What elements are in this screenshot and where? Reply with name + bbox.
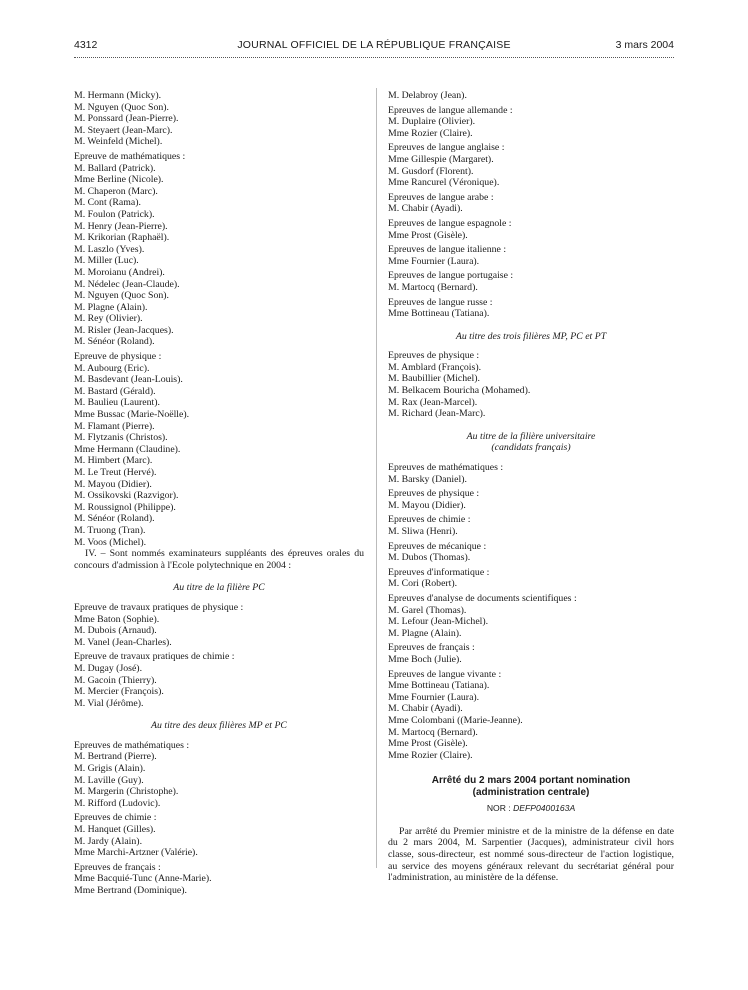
issue-date: 3 mars 2004: [615, 39, 674, 51]
section-heading: Epreuves de langue vivante :: [388, 668, 502, 680]
examiner-name: Mme Bottineau (Tatiana).: [388, 308, 490, 320]
examiner-name: M. Cont (Rama).: [74, 197, 141, 209]
examiner-name: M. Grigis (Alain).: [74, 763, 146, 775]
examiner-name: M. Mayou (Didier).: [74, 478, 152, 490]
examiner-name: M. Rifford (Ludovic).: [74, 797, 161, 809]
right-column: [388, 90, 674, 884]
examiner-name: Mme Prost (Gisèle).: [388, 738, 468, 750]
examiner-name: M. Steyaert (Jean-Marc).: [74, 124, 173, 136]
examiner-name: M. Cori (Robert).: [388, 578, 458, 590]
examiner-name: M. Bertrand (Pierre).: [74, 751, 157, 763]
section-heading: Epreuves d'informatique :: [388, 566, 490, 578]
name-list: [388, 605, 674, 640]
section-heading: Epreuves de langue russe :: [388, 296, 493, 308]
name-list: [388, 90, 674, 102]
section-iv-paragraph: IV. – Sont nommés examinateurs suppléants des épreuves orales du concours d'admission à l'Ecole polytechnique en 2004 :: [74, 548, 364, 571]
page-header: [74, 39, 674, 55]
name-list: [388, 654, 674, 666]
examiner-name: M. Laszlo (Yves).: [74, 243, 145, 255]
examiner-name: M. Dugay (José).: [74, 662, 143, 674]
section-heading: Epreuves de langue espagnole :: [388, 217, 512, 229]
examiner-name: M. Henry (Jean-Pierre).: [74, 220, 168, 232]
section-heading: Epreuves de langue italienne :: [388, 244, 507, 256]
examiner-name: M. Himbert (Marc).: [74, 455, 153, 467]
section-heading: Epreuves d'analyse de documents scientifiques :: [388, 592, 577, 604]
examiner-name: M. Lefour (Jean-Michel).: [388, 616, 489, 628]
section-heading: Epreuves de mathématiques :: [388, 462, 504, 474]
examiner-name: M. Laville (Guy).: [74, 774, 144, 786]
examiner-name: M. Margerin (Christophe).: [74, 786, 179, 798]
examiner-name: M. Weinfeld (Michel).: [74, 136, 163, 148]
examiner-name: M. Rax (Jean-Marcel).: [388, 396, 478, 408]
examiner-name: Mme Bacquié-Tunc (Anne-Marie).: [74, 873, 212, 885]
name-list: [74, 163, 364, 349]
examiner-name: Mme Boch (Julie).: [388, 653, 462, 665]
examiner-name: M. Mercier (François).: [74, 686, 164, 698]
examiner-name: M. Plagne (Alain).: [388, 627, 462, 639]
examiner-name: M. Ponssard (Jean-Pierre).: [74, 113, 179, 125]
filiere-title: Au titre des trois filières MP, PC et PT: [455, 330, 607, 342]
filiere-title: Au titre de la filière universitaire: [466, 430, 596, 442]
examiner-name: M. Baulieu (Laurent).: [74, 397, 160, 409]
name-list: [388, 308, 674, 320]
examiner-name: Mme Prost (Gisèle).: [388, 229, 468, 241]
header-divider: [74, 57, 674, 58]
name-list: [388, 362, 674, 420]
examiner-name: M. Chabir (Ayadi).: [388, 703, 463, 715]
name-list: [388, 230, 674, 242]
examiner-name: Mme Hermann (Claudine).: [74, 443, 181, 455]
section-heading: Epreuves de mathématiques :: [74, 739, 190, 751]
examiner-name: M. Miller (Luc).: [74, 255, 139, 267]
section-heading: Epreuves de langue anglaise :: [388, 142, 505, 154]
examiner-name: M. Duplaire (Olivier).: [388, 116, 476, 128]
examiner-name: Mme Colombani ((Marie-Jeanne).: [388, 714, 523, 726]
name-list: [388, 282, 674, 294]
examiner-name: Mme Bertrand (Dominique).: [74, 885, 187, 896]
journal-title: JOURNAL OFFICIEL DE LA RÉPUBLIQUE FRANÇAISE: [237, 39, 511, 51]
section-heading: Epreuve de travaux pratiques de physique :: [74, 601, 244, 613]
arrete-subtitle: (administration centrale): [472, 786, 590, 798]
examiner-name: M. Gacoin (Thierry).: [74, 674, 157, 686]
examiner-name: M. Risler (Jean-Jacques).: [74, 324, 174, 336]
column-divider: [376, 88, 377, 868]
section-heading: Epreuves de langue portugaise :: [388, 270, 514, 282]
examiner-name: M. Chaperon (Marc).: [74, 185, 158, 197]
name-list: [388, 474, 674, 486]
examiner-name: M. Vanel (Jean-Charles).: [74, 636, 172, 648]
examiner-name: M. Baubillier (Michel).: [388, 373, 480, 385]
arrete-title: Arrêté du 2 mars 2004 portant nomination: [431, 775, 631, 787]
examiner-name: M. Jardy (Alain).: [74, 835, 143, 847]
examiner-name: Mme Rozier (Claire).: [388, 749, 473, 761]
page-number: 4312: [74, 39, 98, 51]
name-list: [388, 500, 674, 512]
section-heading: Epreuves de langue allemande :: [388, 104, 513, 116]
name-list: [388, 680, 674, 761]
left-column: [74, 90, 364, 897]
examiner-name: M. Truong (Tran).: [74, 524, 146, 536]
examiner-name: Mme Gillespie (Margaret).: [388, 153, 494, 165]
examiner-name: M. Nguyen (Quoc Son).: [74, 101, 169, 113]
section-heading: Epreuves de mécanique :: [388, 540, 487, 552]
examiner-name: M. Aubourg (Eric).: [74, 362, 150, 374]
name-list: [388, 116, 674, 139]
name-list: [388, 552, 674, 564]
examiner-name: M. Nédelec (Jean-Claude).: [74, 278, 180, 290]
examiner-name: M. Krikorian (Raphaël).: [74, 232, 170, 244]
name-list: [74, 824, 364, 859]
examiner-name: Mme Bussac (Marie-Noëlle).: [74, 409, 190, 421]
name-list: [388, 578, 674, 590]
examiner-name: M. Basdevant (Jean-Louis).: [74, 374, 183, 386]
examiner-name: Mme Rozier (Claire).: [388, 127, 473, 139]
examiner-name: M. Delabroy (Jean).: [388, 90, 467, 101]
name-list: [74, 873, 364, 896]
examiner-name: M. Barsky (Daniel).: [388, 473, 467, 485]
examiner-name: M. Roussignol (Philippe).: [74, 501, 176, 513]
examiner-name: Mme Baton (Sophie).: [74, 613, 160, 625]
section-heading: Epreuves de langue arabe :: [388, 191, 494, 203]
examiner-name: M. Plagne (Alain).: [74, 301, 148, 313]
examiner-name: Mme Marchi-Artzner (Valérie).: [74, 847, 198, 859]
examiner-name: M. Voos (Michel).: [74, 536, 147, 548]
examiner-name: Mme Rancurel (Véronique).: [388, 177, 500, 189]
nor-reference: [388, 803, 674, 815]
examiner-name: M. Dubos (Thomas).: [388, 552, 471, 564]
examiner-name: M. Vial (Jérôme).: [74, 697, 144, 709]
section-heading: Epreuves de français :: [74, 861, 161, 873]
name-list: [74, 663, 364, 709]
name-list: [388, 154, 674, 189]
examiner-name: M. Sénéor (Roland).: [74, 336, 155, 348]
name-list: [388, 526, 674, 538]
examiner-name: Mme Fournier (Laura).: [388, 691, 480, 703]
examiner-name: M. Bastard (Gérald).: [74, 385, 156, 397]
section-heading: Epreuves de français :: [388, 642, 475, 654]
arrete-body: Par arrêté du Premier ministre et de la ministre de la défense en date du 2 mars 2004, M. Sarpentier (Jacques), administrateur civil hors classe, sous-directeur, est nommé sous-directeur de l'action logistique, au service des moyens généraux relevant du secrétariat général pour l'administration, au ministère de la défense.: [388, 825, 674, 884]
section-heading: Epreuve de physique :: [74, 351, 162, 363]
filiere-title: Au titre des deux filières MP et PC: [151, 720, 287, 732]
examiner-name: Mme Fournier (Laura).: [388, 255, 480, 267]
name-list: [74, 363, 364, 549]
section-heading: Epreuves de physique :: [388, 350, 480, 362]
section-heading: Epreuves de chimie :: [74, 812, 157, 824]
examiner-name: M. Flytzanis (Christos).: [74, 432, 168, 444]
examiner-name: M. Gusdorf (Florent).: [388, 165, 474, 177]
examiner-name: Mme Bottineau (Tatiana).: [388, 680, 490, 692]
section-heading: Epreuve de mathématiques :: [74, 150, 186, 162]
examiner-name: M. Foulon (Patrick).: [74, 208, 155, 220]
examiner-name: M. Sliwa (Henri).: [388, 526, 458, 537]
examiner-name: M. Sénéor (Roland).: [74, 513, 155, 525]
examiner-name: M. Flamant (Pierre).: [74, 420, 155, 432]
examiner-name: M. Rey (Olivier).: [74, 313, 143, 325]
examiner-name: M. Ballard (Patrick).: [74, 162, 156, 174]
section-heading: Epreuve de travaux pratiques de chimie :: [74, 651, 235, 663]
examiner-name: M. Ossikovski (Razvigor).: [74, 490, 179, 502]
nor-code: DEFP0400163A: [513, 803, 576, 814]
name-list: [74, 614, 364, 649]
examiner-name: M. Amblard (François).: [388, 361, 482, 373]
filiere-title: Au titre de la filière PC: [173, 582, 265, 594]
examiner-name: M. Le Treut (Hervé).: [74, 467, 157, 478]
examiner-name: M. Moroianu (Andrei).: [74, 266, 165, 278]
name-list: [388, 203, 674, 215]
examiner-name: M. Belkacem Bouricha (Mohamed).: [388, 385, 531, 397]
examiner-name: M. Chabir (Ayadi).: [388, 203, 463, 215]
examiner-name: Mme Berline (Nicole).: [74, 174, 164, 186]
examiner-name: M. Garel (Thomas).: [388, 604, 467, 616]
examiner-name: M. Martocq (Bernard).: [388, 726, 478, 738]
examiner-name: M. Mayou (Didier).: [388, 499, 466, 511]
filiere-subtitle: (candidats français): [491, 442, 571, 454]
examiner-name: M. Nguyen (Quoc Son).: [74, 290, 169, 302]
examiner-name: M. Dubois (Arnaud).: [74, 625, 157, 637]
section-heading: Epreuves de chimie :: [388, 514, 471, 526]
name-list: [74, 90, 364, 148]
examiner-name: M. Hanquet (Gilles).: [74, 824, 156, 836]
nor-label: NOR :: [486, 803, 511, 814]
section-heading: Epreuves de physique :: [388, 488, 480, 500]
examiner-name: M. Martocq (Bernard).: [388, 281, 478, 293]
name-list: [388, 256, 674, 268]
name-list: [74, 751, 364, 809]
examiner-name: M. Hermann (Micky).: [74, 90, 162, 101]
examiner-name: M. Richard (Jean-Marc).: [388, 408, 486, 420]
